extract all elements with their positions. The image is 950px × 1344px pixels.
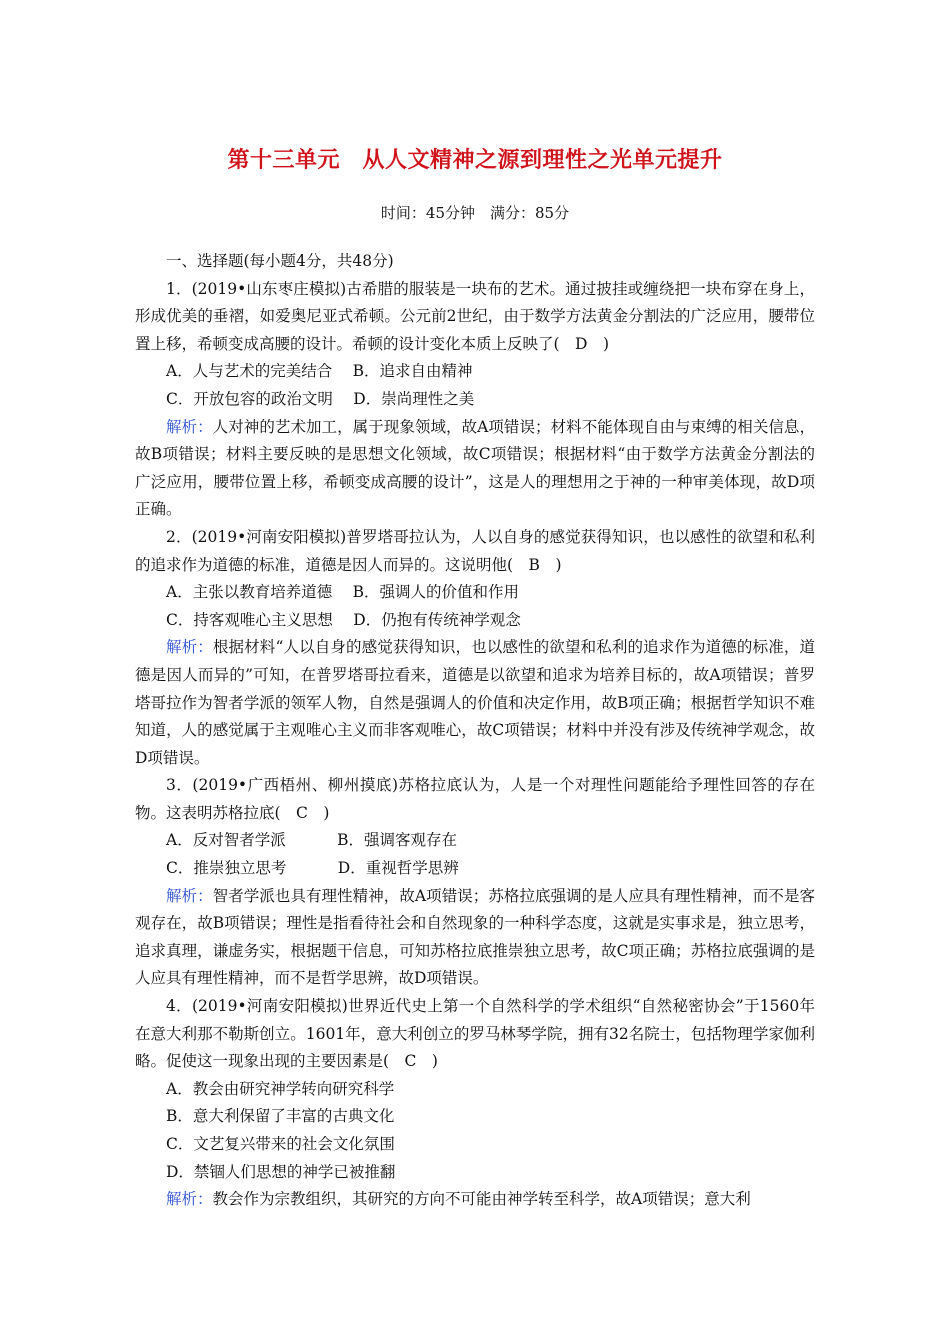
analysis-text: 教会作为宗教组织，其研究的方向不可能由神学转至科学，故A项错误；意大利 [212, 1190, 751, 1209]
question-4-option-b: B．意大利保留了丰富的古典文化 [166, 1107, 395, 1126]
question-1-options-cd: C．开放包容的政治文明 D．崇尚理性之美 [166, 389, 475, 408]
question-4-option-d: D．禁锢人们思想的神学已被推翻 [166, 1162, 396, 1181]
question-4-option-a: A．教会由研究神学转向研究科学 [166, 1079, 395, 1098]
question-4-option-c: C．文艺复兴带来的社会文化氛围 [166, 1135, 395, 1153]
question-4-analysis [135, 1186, 815, 1214]
question-3-options-ab: A．反对智者学派 B．强调客观存在 [166, 831, 458, 850]
question-3-analysis [135, 883, 815, 993]
analysis-text: 根据材料“人以自身的感觉获得知识，也以感性的欲望和私利的追求作为道德的标准，道德是因人而异的”可知，在普罗塔哥拉看来，道德是以欲望和追求为培养目标的，故A项错误；普罗塔哥拉作为智者学派的领军人物，自然是强调人的价值和决定作用，故B项正确；根据哲学知识不难知道，人的感觉属于主观唯心主义而非客观唯心，故C项错误；材料中并没有涉及传统神学观念，故D项错误。 [135, 638, 815, 767]
question-2-stem: 2．(2019•河南安阳模拟)普罗塔哥拉认为，人以自身的感觉获得知识，也以感性的欲望和私利的追求作为道德的标准，道德是因人而异的。这说明他( B ) [135, 527, 815, 574]
question-1-stem: 1．(2019•山东枣庄模拟)古希腊的服装是一块布的艺术。通过披挂或缠绕把一块布穿在身上，形成优美的垂褶，如爱奥尼亚式希顿。公元前2世纪，由于数学方法黄金分割法的广泛应用，腰带位置上移，希顿变成高腰的设计。希顿的设计变化本质上反映了( D ) [135, 279, 815, 353]
analysis-label: 解析： [166, 1190, 213, 1209]
question-2-options-cd: C．持客观唯心主义思想 D．仍抱有传统神学观念 [166, 610, 521, 629]
exam-meta: 时间：45分钟 满分：85分 [380, 204, 570, 222]
analysis-text: 人对神的艺术加工，属于现象领域，故A项错误；材料不能体现自由与束缚的相关信息，故B项错误；材料主要反映的是思想文化领域，故C项错误；根据材料“由于数学方法黄金分割法的广泛应用，腰带位置上移，希顿变成高腰的设计”，这是人的理想用之于神的一种审美体现，故D项正确。 [135, 417, 815, 519]
question-2-options-ab: A．主张以教育培养道德 B．强调人的价值和作用 [166, 583, 520, 602]
analysis-label: 解析： [166, 886, 213, 905]
question-2-analysis [135, 634, 815, 772]
question-4-stem: 4．(2019•河南安阳模拟)世界近代史上第一个自然科学的学术组织“自然秘密协会”于1560年在意大利那不勒斯创立。1601年，意大利创立的罗马林琴学院，拥有32名院士，包括物理学家伽利略。促使这一现象出现的主要因素是( C ) [135, 997, 815, 1071]
page-title: 第十三单元 从人文精神之源到理性之光单元提升 [227, 148, 723, 173]
document-body [135, 248, 815, 1214]
section-heading: 一、选择题(每小题4分，共48分) [166, 252, 394, 270]
analysis-text: 智者学派也具有理性精神，故A项错误；苏格拉底强调的是人应具有理性精神，而不是客观存在，故B项错误；理性是指看待社会和自然现象的一种科学态度，这就是实事求是，独立思考，追求真理，谦虚务实，根据题干信息，可知苏格拉底推崇独立思考，故C项正确；苏格拉底强调的是人应具有理性精神，而不是哲学思辨，故D项错误。 [135, 886, 815, 988]
analysis-label: 解析： [166, 417, 213, 436]
question-3-options-cd: C．推崇独立思考 D．重视哲学思辨 [166, 859, 459, 878]
analysis-label: 解析： [166, 638, 213, 657]
question-1-options-ab: A．人与艺术的完美结合 B．追求自由精神 [166, 362, 473, 381]
question-3-stem: 3．(2019•广西梧州、柳州摸底)苏格拉底认为，人是一个对理性问题能给予理性回答的存在物。这表明苏格拉底( C ) [135, 776, 815, 822]
question-1-analysis [135, 414, 815, 524]
